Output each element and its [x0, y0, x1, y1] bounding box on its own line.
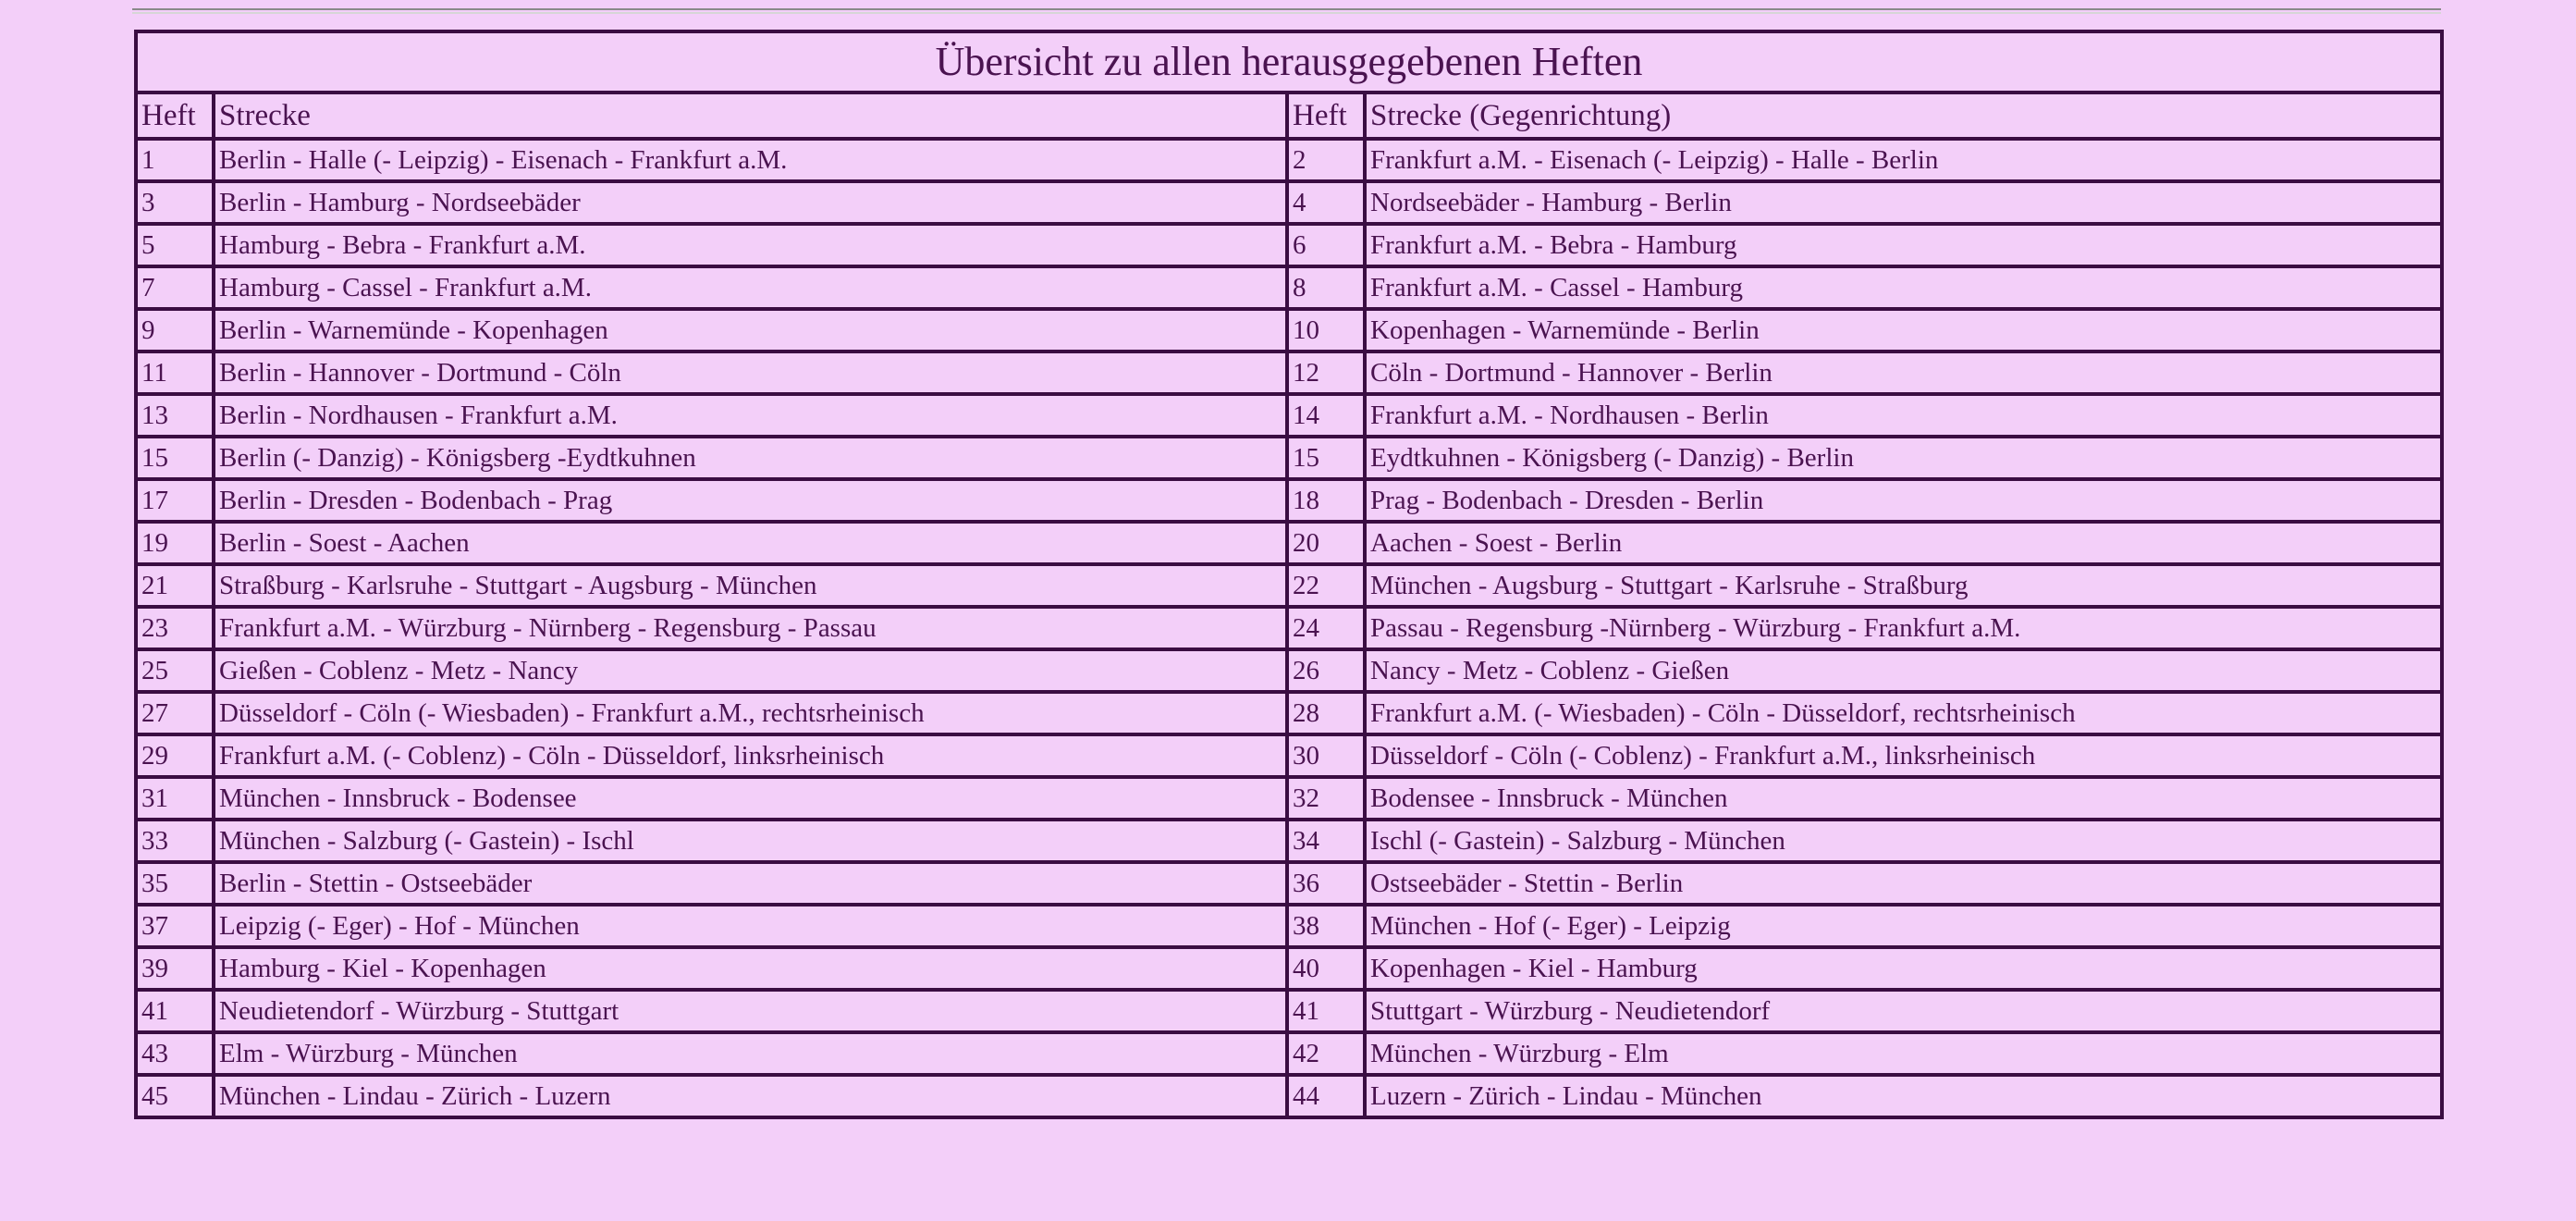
heft-number-return: 30	[1287, 734, 1365, 777]
table-row	[136, 1075, 2442, 1117]
table-row	[136, 820, 2442, 862]
heft-number-return: 36	[1287, 862, 1365, 905]
header-heft: Heft	[136, 92, 214, 139]
route-cell-return: Ostseebäder - Stettin - Berlin	[1365, 862, 2442, 905]
heft-number: 23	[136, 607, 214, 649]
route-cell-return: Frankfurt a.M. (- Wiesbaden) - Cöln - Düsseldorf, rechtsrheinisch	[1365, 692, 2442, 734]
table-row	[136, 352, 2442, 394]
route-cell-return: München - Würzburg - Elm	[1365, 1032, 2442, 1075]
heft-number: 11	[136, 352, 214, 394]
route-cell: Frankfurt a.M. - Würzburg - Nürnberg - Regensburg - Passau	[214, 607, 1287, 649]
heft-number-return: 28	[1287, 692, 1365, 734]
horizontal-rule	[132, 8, 2441, 14]
heft-number-return: 44	[1287, 1075, 1365, 1117]
heft-number: 39	[136, 947, 214, 990]
route-cell: Hamburg - Bebra - Frankfurt a.M.	[214, 224, 1287, 266]
heft-number-return: 41	[1287, 990, 1365, 1032]
route-cell: Berlin - Hamburg - Nordseebäder	[214, 181, 1287, 224]
route-cell-return: Passau - Regensburg -Nürnberg - Würzburg - Frankfurt a.M.	[1365, 607, 2442, 649]
route-cell-return: Aachen - Soest - Berlin	[1365, 522, 2442, 564]
heft-number-return: 40	[1287, 947, 1365, 990]
table-row	[136, 905, 2442, 947]
route-cell: Straßburg - Karlsruhe - Stuttgart - Augsburg - München	[214, 564, 1287, 607]
route-cell: München - Salzburg (- Gastein) - Ischl	[214, 820, 1287, 862]
route-cell-return: Nancy - Metz - Coblenz - Gießen	[1365, 649, 2442, 692]
route-cell: Berlin - Hannover - Dortmund - Cöln	[214, 352, 1287, 394]
heft-number: 3	[136, 181, 214, 224]
route-cell: Neudietendorf - Würzburg - Stuttgart	[214, 990, 1287, 1032]
table-row	[136, 777, 2442, 820]
heft-number-return: 42	[1287, 1032, 1365, 1075]
heft-number: 13	[136, 394, 214, 437]
route-cell-return: Kopenhagen - Warnemünde - Berlin	[1365, 309, 2442, 352]
route-cell: Berlin - Stettin - Ostseebäder	[214, 862, 1287, 905]
table-row	[136, 564, 2442, 607]
route-cell: Hamburg - Cassel - Frankfurt a.M.	[214, 266, 1287, 309]
heft-number-return: 38	[1287, 905, 1365, 947]
header-row	[136, 92, 2442, 139]
route-cell-return: Frankfurt a.M. - Bebra - Hamburg	[1365, 224, 2442, 266]
route-cell: Berlin - Soest - Aachen	[214, 522, 1287, 564]
table-row	[136, 181, 2442, 224]
heft-number-return: 22	[1287, 564, 1365, 607]
route-cell: Elm - Würzburg - München	[214, 1032, 1287, 1075]
heft-number: 29	[136, 734, 214, 777]
table-row	[136, 139, 2442, 181]
route-cell-return: Prag - Bodenbach - Dresden - Berlin	[1365, 479, 2442, 522]
route-cell-return: Cöln - Dortmund - Hannover - Berlin	[1365, 352, 2442, 394]
heft-number: 43	[136, 1032, 214, 1075]
route-cell: München - Innsbruck - Bodensee	[214, 777, 1287, 820]
route-cell-return: München - Augsburg - Stuttgart - Karlsruhe - Straßburg	[1365, 564, 2442, 607]
heft-number: 15	[136, 437, 214, 479]
heft-number: 7	[136, 266, 214, 309]
route-cell-return: Eydtkuhnen - Königsberg (- Danzig) - Berlin	[1365, 437, 2442, 479]
table-title: Übersicht zu allen herausgegebenen Heften	[136, 31, 2442, 92]
table-row	[136, 394, 2442, 437]
header-heft-return: Heft	[1287, 92, 1365, 139]
heft-number: 27	[136, 692, 214, 734]
route-cell-return: Luzern - Zürich - Lindau - München	[1365, 1075, 2442, 1117]
heft-number: 35	[136, 862, 214, 905]
table-row	[136, 309, 2442, 352]
route-cell-return: Nordseebäder - Hamburg - Berlin	[1365, 181, 2442, 224]
heft-number-return: 18	[1287, 479, 1365, 522]
heft-number-return: 20	[1287, 522, 1365, 564]
table-row	[136, 479, 2442, 522]
table-row	[136, 607, 2442, 649]
route-cell-return: München - Hof (- Eger) - Leipzig	[1365, 905, 2442, 947]
table-row	[136, 862, 2442, 905]
heft-number-return: 6	[1287, 224, 1365, 266]
table-row	[136, 649, 2442, 692]
heft-number: 31	[136, 777, 214, 820]
route-cell-return: Frankfurt a.M. - Nordhausen - Berlin	[1365, 394, 2442, 437]
heft-number: 1	[136, 139, 214, 181]
heft-number-return: 14	[1287, 394, 1365, 437]
table-row	[136, 947, 2442, 990]
heft-number-return: 24	[1287, 607, 1365, 649]
heft-number: 45	[136, 1075, 214, 1117]
heft-number-return: 8	[1287, 266, 1365, 309]
heft-number: 17	[136, 479, 214, 522]
heft-number-return: 15	[1287, 437, 1365, 479]
route-cell: Berlin (- Danzig) - Königsberg -Eydtkuhnen	[214, 437, 1287, 479]
route-cell: Berlin - Nordhausen - Frankfurt a.M.	[214, 394, 1287, 437]
overview-table	[134, 30, 2444, 1119]
route-cell: Leipzig (- Eger) - Hof - München	[214, 905, 1287, 947]
route-cell: Berlin - Dresden - Bodenbach - Prag	[214, 479, 1287, 522]
heft-number: 37	[136, 905, 214, 947]
route-cell-return: Frankfurt a.M. - Eisenach (- Leipzig) - Halle - Berlin	[1365, 139, 2442, 181]
route-cell: Düsseldorf - Cöln (- Wiesbaden) - Frankfurt a.M., rechtsrheinisch	[214, 692, 1287, 734]
heft-number-return: 12	[1287, 352, 1365, 394]
route-cell: Berlin - Warnemünde - Kopenhagen	[214, 309, 1287, 352]
route-cell: Hamburg - Kiel - Kopenhagen	[214, 947, 1287, 990]
heft-number-return: 34	[1287, 820, 1365, 862]
route-cell: München - Lindau - Zürich - Luzern	[214, 1075, 1287, 1117]
table-row	[136, 437, 2442, 479]
heft-number: 25	[136, 649, 214, 692]
heft-number-return: 32	[1287, 777, 1365, 820]
heft-number-return: 26	[1287, 649, 1365, 692]
table-row	[136, 734, 2442, 777]
heft-number-return: 10	[1287, 309, 1365, 352]
header-strecke-return: Strecke (Gegenrichtung)	[1365, 92, 2442, 139]
route-cell-return: Kopenhagen - Kiel - Hamburg	[1365, 947, 2442, 990]
route-cell: Frankfurt a.M. (- Coblenz) - Cöln - Düsseldorf, linksrheinisch	[214, 734, 1287, 777]
heft-number: 21	[136, 564, 214, 607]
route-cell: Berlin - Halle (- Leipzig) - Eisenach - Frankfurt a.M.	[214, 139, 1287, 181]
route-cell-return: Frankfurt a.M. - Cassel - Hamburg	[1365, 266, 2442, 309]
table-row	[136, 522, 2442, 564]
heft-number-return: 4	[1287, 181, 1365, 224]
route-cell-return: Ischl (- Gastein) - Salzburg - München	[1365, 820, 2442, 862]
heft-number: 33	[136, 820, 214, 862]
route-cell-return: Stuttgart - Würzburg - Neudietendorf	[1365, 990, 2442, 1032]
header-strecke: Strecke	[214, 92, 1287, 139]
route-cell: Gießen - Coblenz - Metz - Nancy	[214, 649, 1287, 692]
heft-number: 41	[136, 990, 214, 1032]
table-row	[136, 224, 2442, 266]
route-cell-return: Bodensee - Innsbruck - München	[1365, 777, 2442, 820]
table-row	[136, 692, 2442, 734]
heft-number: 5	[136, 224, 214, 266]
route-cell-return: Düsseldorf - Cöln (- Coblenz) - Frankfurt a.M., linksrheinisch	[1365, 734, 2442, 777]
table-row	[136, 990, 2442, 1032]
heft-number: 19	[136, 522, 214, 564]
heft-number-return: 2	[1287, 139, 1365, 181]
table-row	[136, 1032, 2442, 1075]
table-row	[136, 266, 2442, 309]
heft-number: 9	[136, 309, 214, 352]
